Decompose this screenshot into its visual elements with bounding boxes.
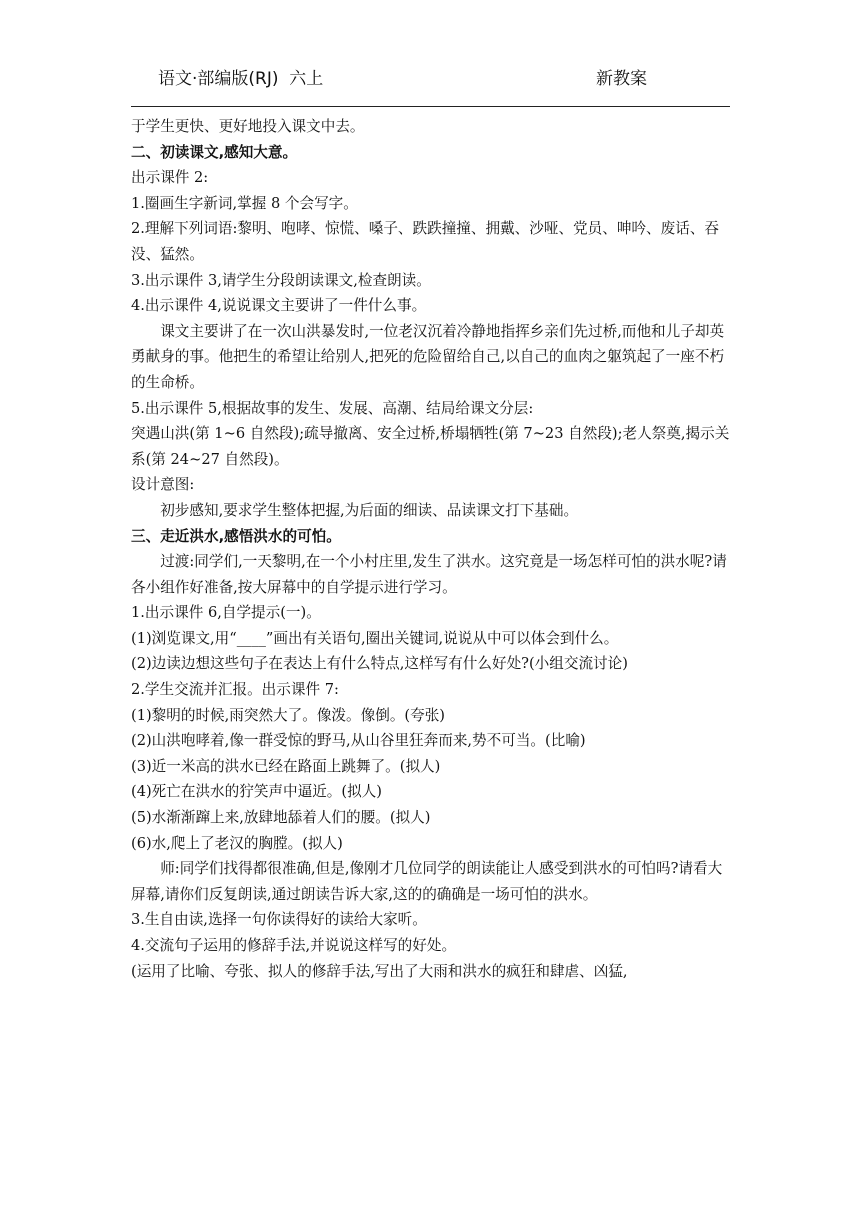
list-item: (2)山洪咆哮着,像一群受惊的野马,从山谷里狂奔而来,势不可当。(比喻): [131, 732, 586, 750]
list-item: 2.理解下列词语:黎明、咆哮、惊慌、嗓子、跌跌撞撞、拥戴、沙哑、党员、呻吟、废话、吞没、猛然。: [131, 220, 720, 263]
list-item: 4.交流句子运用的修辞手法,并说说这样写的好处。: [131, 937, 457, 954]
header-doc-type: 新教案: [596, 69, 647, 89]
list-item: (5)水渐渐蹿上来,放肆地舔着人们的腰。(拟人): [131, 809, 431, 827]
list-item: 3.出示课件 3,请学生分段朗读课文,检查朗读。: [131, 271, 431, 289]
list-item: (6)水,爬上了老汉的胸膛。(拟人): [131, 834, 343, 852]
list-item: (4)死亡在洪水的狞笑声中逼近。(拟人): [131, 783, 382, 801]
document-body: [131, 114, 731, 984]
paragraph: 出示课件 2:: [131, 169, 209, 187]
paragraph: (运用了比喻、夸张、拟人的修辞手法,写出了大雨和洪水的疯狂和肆虐、凶猛,: [131, 962, 628, 980]
paragraph: 课文主要讲了在一次山洪暴发时,一位老汉沉着冷静地指挥乡亲们先过桥,而他和儿子却英勇献身的事。他把生的希望让给别人,把死的危险留给自己,以自己的血肉之躯筑起了一座不朽的生命桥。: [131, 322, 725, 391]
section-heading: 三、走近洪水,感悟洪水的可怕。: [131, 527, 341, 545]
paragraph: 设计意图:: [131, 476, 195, 494]
header-divider: [131, 106, 730, 107]
list-item: 4.出示课件 4,说说课文主要讲了一件什么事。: [131, 297, 427, 315]
paragraph: 师:同学们找得都很准确,但是,像刚才几位同学的朗读能让人感受到洪水的可怕吗?请看大屏幕,请你们反复朗读,通过朗读告诉大家,这的的确确是一场可怕的洪水。: [131, 860, 723, 903]
list-item: (2)边读边想这些句子在表达上有什么特点,这样写有什么好处?(小组交流讨论): [131, 655, 628, 673]
list-item: 1.出示课件 6,自学提示(一)。: [131, 604, 321, 622]
list-item: 5.出示课件 5,根据故事的发生、发展、高潮、结局给课文分层:: [131, 399, 534, 417]
list-item: (1)浏览课文,用“____”画出有关语句,圈出关键词,说说从中可以体会到什么。: [131, 629, 619, 647]
paragraph: 于学生更快、更好地投入课文中去。: [131, 118, 365, 135]
list-item: (1)黎明的时候,雨突然大了。像泼。像倒。(夸张): [131, 706, 445, 724]
header-subject: 语文·部编版(RJ) 六上: [158, 69, 324, 89]
paragraph: 突遇山洪(第 1~6 自然段);疏导撤离、安全过桥,桥塌牺牲(第 7~23 自然段);老人祭奠,揭示关系(第 24~27 自然段)。: [131, 425, 730, 468]
section-heading: 二、初读课文,感知大意。: [131, 143, 298, 161]
list-item: 2.学生交流并汇报。出示课件 7:: [131, 681, 339, 699]
list-item: 3.生自由读,选择一句你读得好的读给大家听。: [131, 911, 427, 929]
list-item: (3)近一米高的洪水已经在路面上跳舞了。(拟人): [131, 757, 441, 775]
list-item: 1.圈画生字新词,掌握 8 个会写字。: [131, 194, 358, 212]
paragraph: 初步感知,要求学生整体把握,为后面的细读、品读课文打下基础。: [160, 501, 579, 519]
paragraph: 过渡:同学们,一天黎明,在一个小村庄里,发生了洪水。这究竟是一场怎样可怕的洪水呢?请各小组作好准备,按大屏幕中的自学提示进行学习。: [131, 553, 727, 596]
